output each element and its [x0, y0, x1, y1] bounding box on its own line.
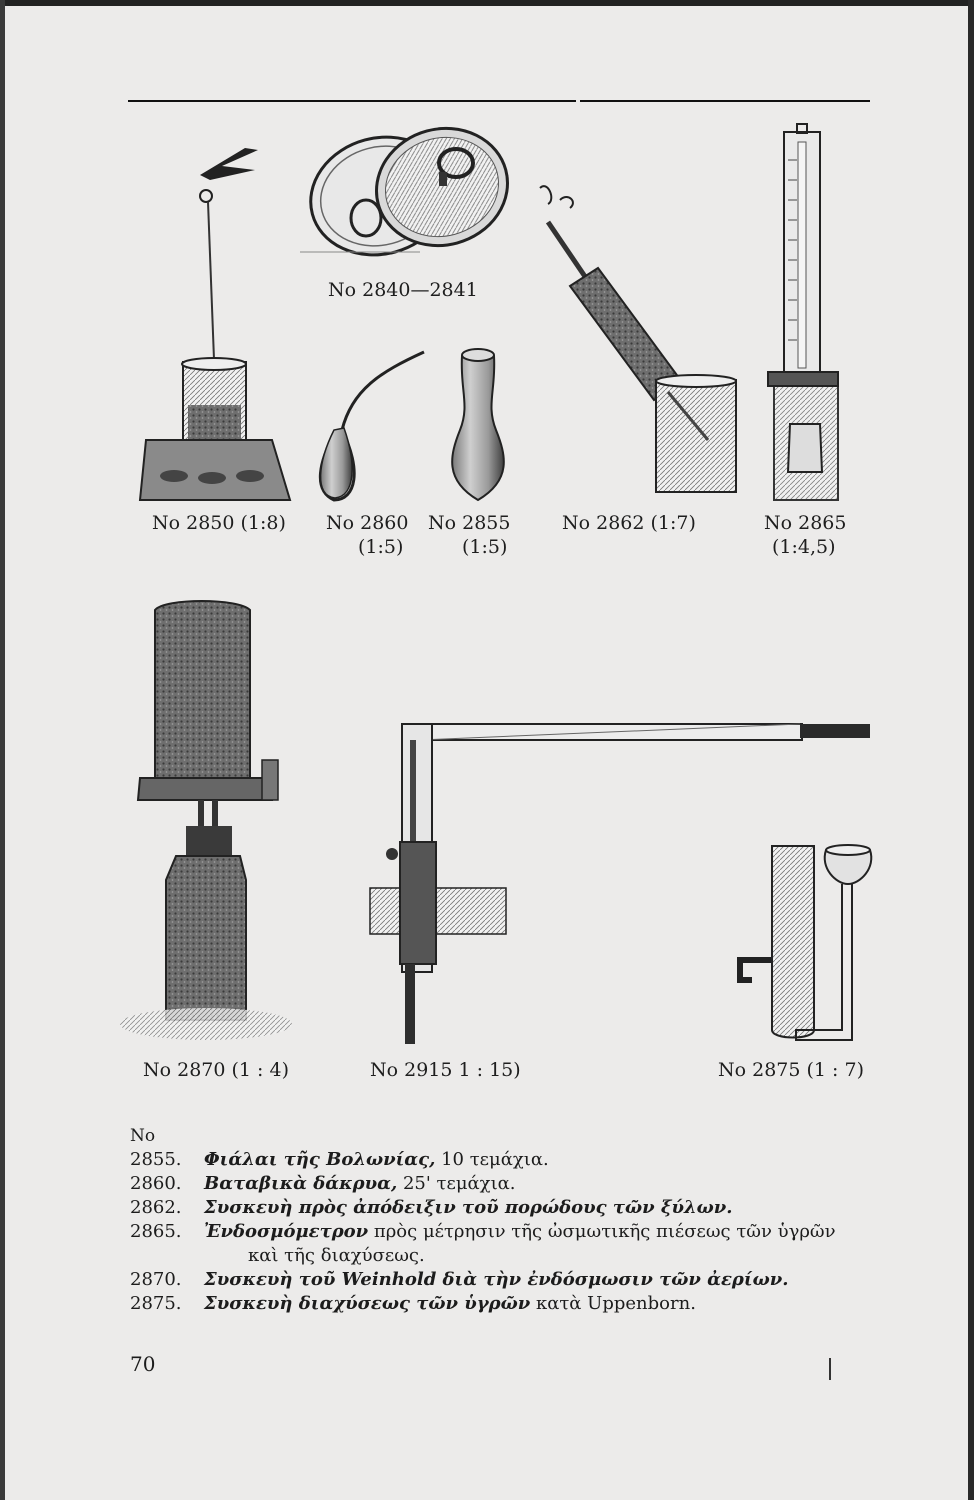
stand-2850 — [140, 148, 290, 500]
syringe-2862 — [540, 186, 736, 492]
caption-2840: No 2840—2841 — [328, 279, 478, 301]
entry-2860: 2860. Βαταβικὰ δάκρυα, 25' τεμάχια. — [130, 1173, 516, 1194]
entries-header: No — [130, 1126, 156, 1146]
caption-2875: No 2875 (1 : 7) — [718, 1059, 864, 1081]
entry-2865-continuation: καὶ τῆς διαχύσεως. — [248, 1245, 425, 1266]
apparatus-2870 — [120, 601, 292, 1040]
disc-pair-2840 — [297, 114, 520, 270]
entry-2870: 2870. Συσκευὴ τοῦ Weinhold διὰ τὴν ἐνδόσμωσιν τῶν ἀερίων. — [130, 1269, 789, 1290]
flask-2855 — [452, 349, 504, 500]
caption-2860: No 2860 (1:5) — [326, 512, 409, 558]
entry-2875: 2875. Συσκευὴ διαχύσεως τῶν ὑγρῶν κατὰ Uppenborn. — [130, 1293, 696, 1314]
drop-2860 — [320, 352, 424, 500]
entry-2855: 2855. Φιάλαι τῆς Βολωνίας, 10 τεμάχια. — [130, 1149, 549, 1170]
caption-2865: No 2865 (1:4,5) — [764, 512, 847, 558]
caption-2855: No 2855 (1:5) — [428, 512, 511, 558]
caption-2870: No 2870 (1 : 4) — [143, 1059, 289, 1081]
caption-2850: No 2850 (1:8) — [152, 512, 286, 534]
caption-2915: No 2915 1 : 15) — [370, 1059, 521, 1081]
page-number: 70 — [130, 1352, 156, 1376]
entry-2865: 2865. Ἐνδοσμόμετρον πρὸς μέτρησιν τῆς ὠσμωτικῆς πιέσεως τῶν ὑγρῶν — [130, 1221, 836, 1242]
apparatus-2875 — [740, 845, 871, 1040]
entry-list — [130, 1124, 890, 1316]
entry-2862: 2862. Συσκευὴ πρὸς ἀπόδειξιν τοῦ πορώδους τῶν ξύλων. — [130, 1197, 733, 1218]
osmometer-2865 — [768, 124, 838, 500]
margin-mark — [829, 1358, 831, 1380]
caption-2862: No 2862 (1:7) — [562, 512, 696, 534]
